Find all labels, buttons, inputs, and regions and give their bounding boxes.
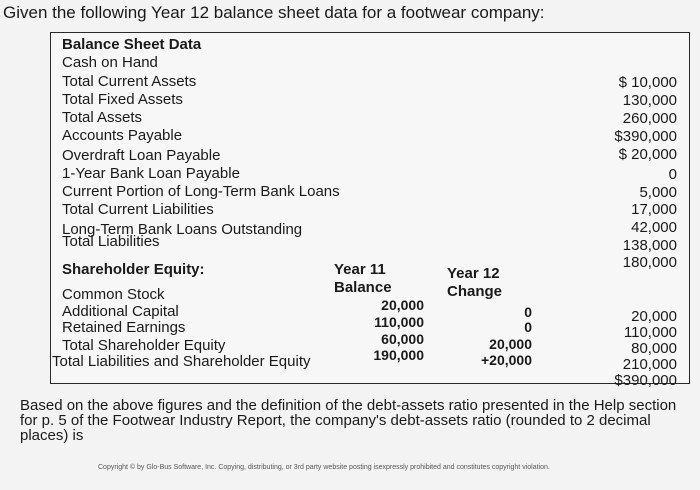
amount-value: $ 10,000 — [618, 74, 677, 91]
row-label: 1-Year Bank Loan Payable — [62, 165, 240, 182]
year11-value: 190,000 — [373, 347, 424, 363]
col-year11-line1: Year 11 — [334, 261, 386, 278]
row-label: Total Assets — [62, 109, 143, 126]
equity-heading: Shareholder Equity: — [62, 261, 205, 278]
year12-value: $390,000 — [614, 372, 677, 389]
amount-value: $390,000 — [614, 128, 677, 145]
amount-value: 0 — [668, 166, 677, 183]
row-label: Total Fixed Assets — [62, 91, 183, 108]
intro-text: Given the following Year 12 balance sheet data for a footwear company: — [3, 3, 545, 22]
row-label: Total Current Assets — [62, 73, 197, 90]
question-text: Based on the above figures and the definition of the debt-assets ratio presented in the Help section for p. 5 of the Footwear Industry Report, the company's debt-assets ratio (rounded to 2 decimal places) is — [20, 397, 677, 444]
col-change-line1: Year 12 — [447, 265, 500, 282]
row-label: Total Current Liabilities — [62, 201, 214, 218]
equity-row-label: Retained Earnings — [62, 319, 186, 336]
amount-value: 138,000 — [622, 237, 677, 254]
year12-value: 210,000 — [622, 356, 677, 373]
change-value: +20,000 — [481, 352, 532, 368]
equity-row-label: Total Liabilities and Shareholder Equity — [52, 353, 311, 370]
change-value: 0 — [524, 319, 532, 335]
balance-sheet-table — [50, 32, 690, 389]
row-label: Current Portion of Long-Term Bank Loans — [62, 183, 340, 200]
year11-value: 60,000 — [381, 331, 424, 347]
row-label: Overdraft Loan Payable — [62, 147, 221, 164]
amount-value: 17,000 — [631, 201, 677, 218]
row-label: Cash on Hand — [62, 54, 158, 71]
equity-row-label: Total Shareholder Equity — [62, 337, 226, 354]
equity-row-label: Additional Capital — [62, 303, 179, 320]
equity-row-label: Common Stock — [62, 286, 165, 303]
row-label: Total Liabilities — [62, 233, 160, 250]
amount-value: 180,000 — [622, 254, 677, 271]
row-label: Accounts Payable — [62, 127, 183, 144]
col-change-line2: Change — [447, 283, 503, 300]
amount-value: 5,000 — [639, 184, 677, 201]
year12-value: 80,000 — [631, 340, 677, 357]
amount-value: 42,000 — [631, 219, 677, 236]
change-value: 0 — [524, 304, 532, 320]
year12-value: 110,000 — [623, 324, 677, 341]
amount-value: $ 20,000 — [618, 146, 677, 163]
table-header: Balance Sheet Data — [62, 36, 202, 53]
change-value: 20,000 — [489, 336, 532, 352]
year11-value: 110,000 — [374, 314, 424, 330]
row-label: Long-Term Bank Loans Outstanding — [62, 221, 303, 238]
copyright-notice: Copyright © by Glo-Bus Software, Inc. Copying, distributing, or 3rd party website posting isexpressly prohibited and constitutes copyright violation. — [98, 464, 550, 471]
amount-value: 260,000 — [622, 110, 677, 127]
year11-value: 20,000 — [381, 297, 424, 313]
col-year11-line2: Balance — [334, 279, 392, 296]
year12-value: 20,000 — [631, 308, 677, 325]
amount-value: 130,000 — [622, 92, 677, 109]
